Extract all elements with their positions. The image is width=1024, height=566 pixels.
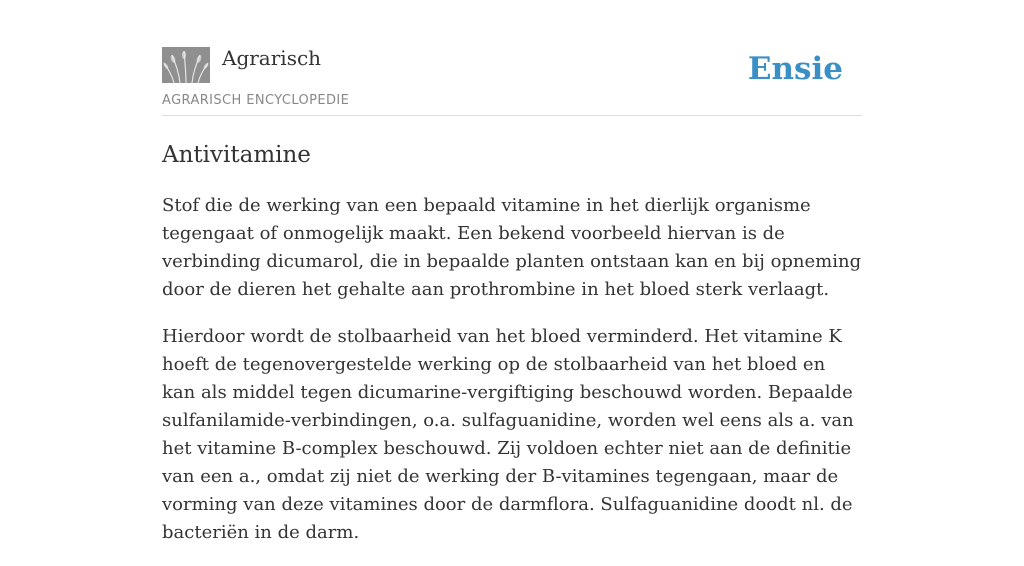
article-paragraph: Hierdoor wordt de stolbaarheid van het bloed verminderd. Het vitamine K hoeft de tegenovergestelde werking op de stolbaarheid van het bloed en kan als middel tegen dicumarine-vergiftiging beschouwd worden. Bepaalde sulfanilamide-verbindingen, o.a. sulfaguanidine, worden wel eens als a. van het vitamine B-complex beschouwd. Zij voldoen echter niet aan de definitie van een a., omdat zij niet de werking der B-vitamines tegengaan, maar de vorming van deze vitamines door de darmflora. Sulfaguanidine doodt nl. de bacteriën in de darm. bbox=[162, 326, 854, 543]
wheat-icon[interactable] bbox=[162, 47, 210, 83]
site-name[interactable]: Agrarisch bbox=[222, 46, 322, 70]
brand-logo-link[interactable]: Ensie bbox=[747, 51, 843, 87]
article-paragraph: Stof die de werking van een bepaald vitamine in het dierlijk organisme tegengaat of onmogelijk maakt. Een bekend voorbeeld hiervan is de verbinding dicumarol, die in bepaalde planten ontstaan kan en bij opneming door de dieren het gehalte aan prothrombine in het bloed sterk verlaagt. bbox=[162, 195, 862, 300]
article-body bbox=[162, 192, 864, 566]
page-title: Antivitamine bbox=[162, 142, 311, 168]
site-subtitle: AGRARISCH ENCYCLOPEDIE bbox=[162, 93, 350, 108]
site-header bbox=[162, 0, 862, 116]
